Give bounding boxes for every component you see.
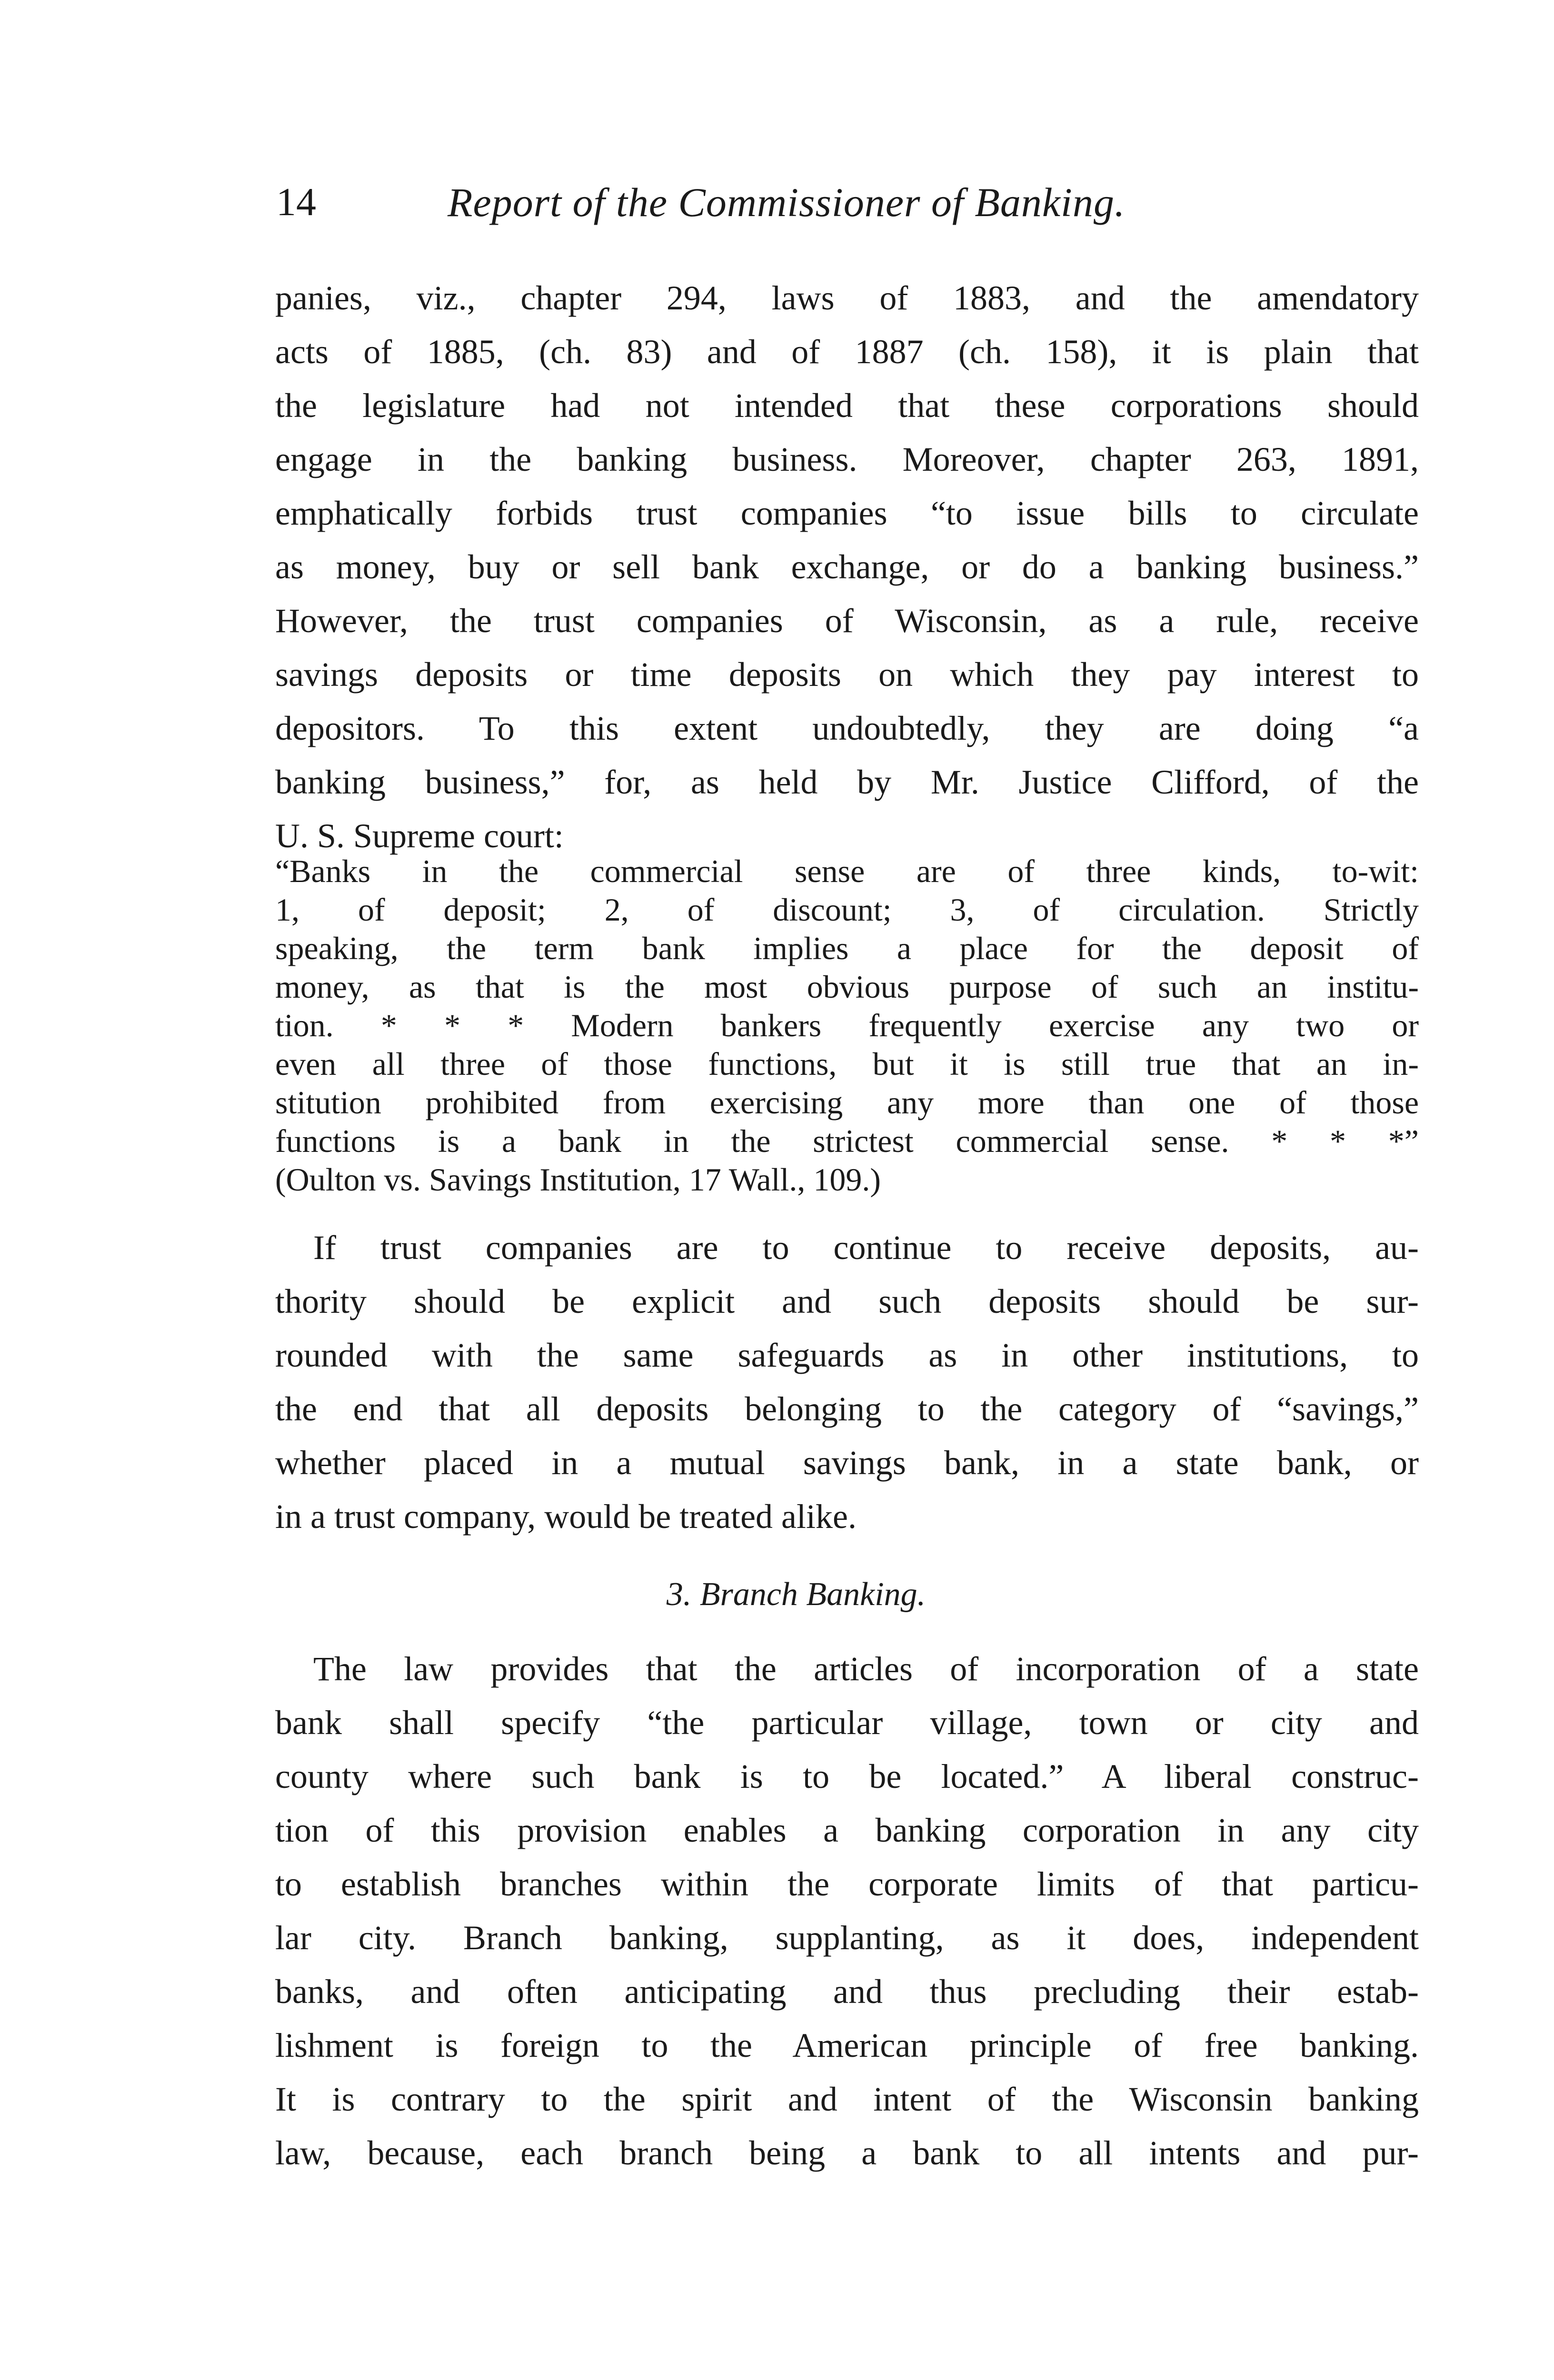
text-line: If trust companies are to continue to receive deposits, au- xyxy=(313,1229,1419,1267)
text-line: engage in the banking business. Moreover, chapter 263, 1891, xyxy=(275,440,1419,478)
text-line: rounded with the same safeguards as in other institutions, to xyxy=(275,1336,1419,1374)
text-line: bank shall specify “the particular village, town or city and xyxy=(275,1704,1419,1742)
quote-line: even all three of those functions, but it is still true that an in- xyxy=(275,1046,1419,1082)
text-line: U. S. Supreme court: xyxy=(275,817,564,855)
quote-line: stitution prohibited from exercising any more than one of those xyxy=(275,1084,1419,1121)
text-line: law, because, each branch being a bank to all intents and pur- xyxy=(275,2134,1419,2172)
text-line: in a trust company, would be treated alike. xyxy=(275,1497,857,1536)
text-line: as money, buy or sell bank exchange, or do a banking business.” xyxy=(275,548,1419,586)
paragraph-trust-companies xyxy=(275,271,1419,863)
quote-line: money, as that is the most obvious purpose of such an institu- xyxy=(275,969,1419,1005)
quote-line: speaking, the term bank implies a place for the deposit of xyxy=(275,930,1419,966)
page-number: 14 xyxy=(276,180,316,224)
text-line: banking business,” for, as held by Mr. Justice Clifford, of the xyxy=(275,763,1419,801)
text-line: panies, viz., chapter 294, laws of 1883, and the amendatory xyxy=(275,279,1419,317)
text-line: the legislature had not intended that these corporations should xyxy=(275,387,1419,425)
text-line: acts of 1885, (ch. 83) and of 1887 (ch. 158), it is plain that xyxy=(275,333,1419,371)
text-line: The law provides that the articles of incorporation of a state xyxy=(313,1650,1419,1688)
text-line: depositors. To this extent undoubtedly, they are doing “a xyxy=(275,709,1419,747)
text-line: county where such bank is to be located.” A liberal construc- xyxy=(275,1757,1419,1795)
text-line: to establish branches within the corporate limits of that particu- xyxy=(275,1865,1419,1903)
running-title: Report of the Commissioner of Banking. xyxy=(448,179,1126,225)
paragraph-deposits xyxy=(275,1221,1419,1544)
text-line: lar city. Branch banking, supplanting, as it does, independent xyxy=(275,1919,1419,1957)
text-line: It is contrary to the spirit and intent of the Wisconsin banking xyxy=(275,2080,1419,2118)
text-line: banks, and often anticipating and thus precluding their estab- xyxy=(275,1973,1419,2011)
text-line: tion of this provision enables a banking corporation in any city xyxy=(275,1811,1419,1849)
quote-line: functions is a bank in the strictest commercial sense. * * *” xyxy=(275,1123,1419,1159)
text-line: lishment is foreign to the American principle of free banking. xyxy=(275,2026,1419,2064)
quote-line: tion. * * * Modern bankers frequently exercise any two or xyxy=(275,1007,1419,1043)
block-quote xyxy=(275,852,1419,1199)
page-header xyxy=(276,176,1305,228)
text-line: emphatically forbids trust companies “to issue bills to circulate xyxy=(275,494,1419,532)
text-line: savings deposits or time deposits on which they pay interest to xyxy=(275,655,1419,694)
text-line: the end that all deposits belonging to the category of “savings,” xyxy=(275,1390,1419,1428)
quote-line: 1, of deposit; 2, of discount; 3, of circulation. Strictly xyxy=(275,892,1419,928)
text-line: However, the trust companies of Wisconsin, as a rule, receive xyxy=(275,602,1419,640)
text-line: whether placed in a mutual savings bank, in a state bank, or xyxy=(275,1444,1419,1482)
section-heading: 3. Branch Banking. xyxy=(666,1576,926,1613)
paragraph-branch-banking xyxy=(275,1642,1419,2180)
text-line: thority should be explicit and such deposits should be sur- xyxy=(275,1282,1419,1320)
quote-citation: (Oulton vs. Savings Institution, 17 Wall., 109.) xyxy=(275,1161,881,1198)
quote-line: “Banks in the commercial sense are of three kinds, to-wit: xyxy=(275,853,1419,889)
